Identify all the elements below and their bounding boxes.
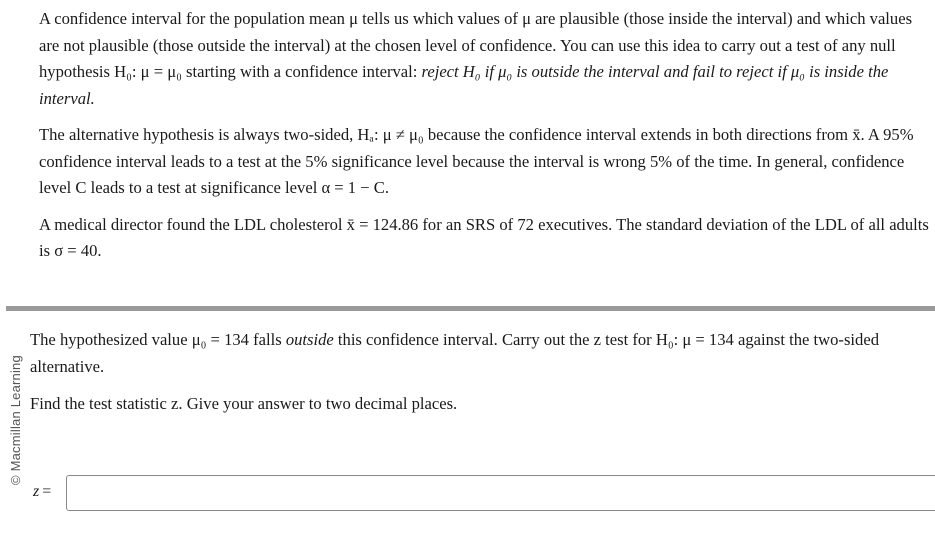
question-prompt xyxy=(30,327,910,380)
answer-label-variable: z xyxy=(33,483,40,500)
question-text xyxy=(30,327,910,418)
intro-paragraph-2: The alternative hypothesis is always two-sided, Hₐ: μ ≠ μ₀ because the confidence interval extends in both directions from x̄. A 95% confidence interval leads to a test at the 5% significance level because the interval is wrong 5% of the time. In general, confidence level C leads to a test at significance level α = 1 − C. xyxy=(39,125,914,197)
answer-label xyxy=(33,483,51,501)
answer-label-equals: = xyxy=(42,483,52,500)
intro-text xyxy=(39,6,929,275)
question-prompt-end: this confidence interval. Carry out the z test for H₀: μ = 134 against the two-sided alternative. xyxy=(30,330,879,376)
copyright-watermark: © Macmillan Learning xyxy=(8,355,23,485)
question-prompt-emphasis: outside xyxy=(285,330,334,349)
intro-paragraph-1-text: A confidence interval for the population mean μ tells us which values of μ are plausible (those inside the interval) and which values are not plausible (those outside the interval) at the chosen level of confidence. You can use this idea to carry out a test of any null hypothesis H₀: μ = μ₀ starting with a confidence interval: xyxy=(39,9,913,81)
section-divider xyxy=(6,306,935,311)
question-prompt-start: The hypothesized value μ₀ = 134 falls xyxy=(30,330,286,349)
z-answer-input[interactable] xyxy=(66,475,935,511)
answer-row xyxy=(33,475,935,513)
intro-paragraph-1 xyxy=(39,6,929,112)
intro-paragraph-1-rule: reject H₀ if μ₀ is outside the interval and fail to reject if μ₀ is inside the interval. xyxy=(39,62,889,108)
question-instruction: Find the test statistic z. Give your answer to two decimal places. xyxy=(30,394,458,413)
intro-paragraph-3: A medical director found the LDL cholesterol x̄ = 124.86 for an SRS of 72 executives. The standard deviation of the LDL of all adults is σ = 40. xyxy=(39,214,929,260)
